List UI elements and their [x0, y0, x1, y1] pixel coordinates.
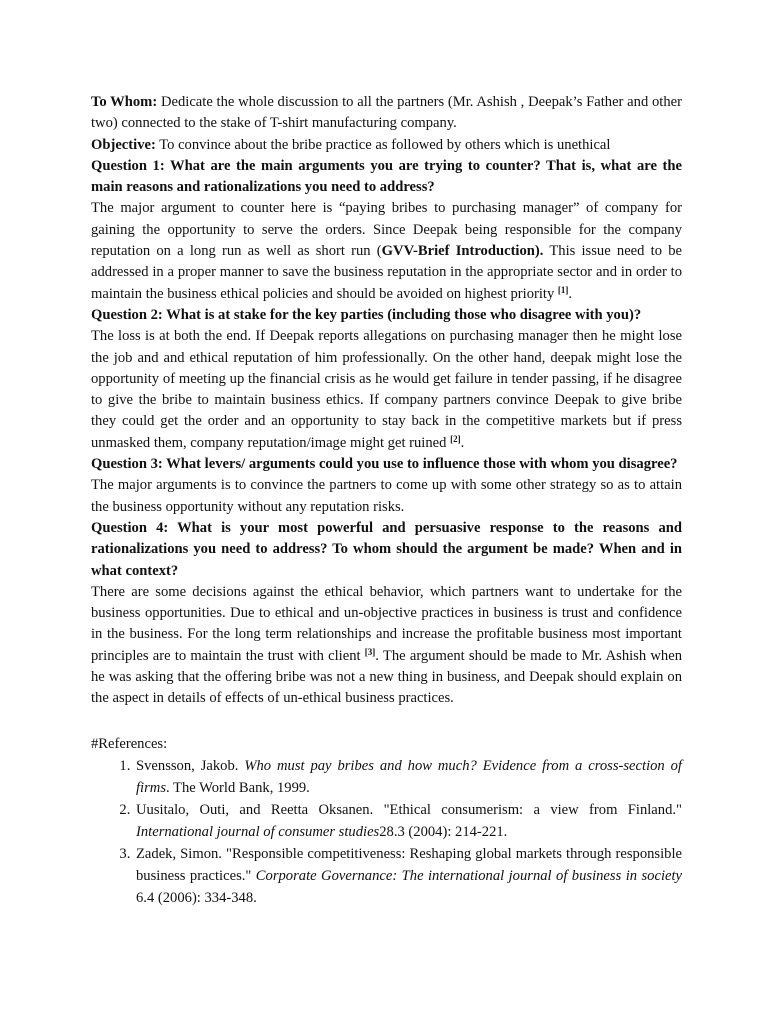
question-2-text: Question 2: What is at stake for the key parties (including those who disagree with you)?: [91, 306, 642, 323]
q4-answer-part-a: There are some decisions against the ethical behavior, which partners want to undertake for the business opportunities. Due to ethical and un-objective practices in business is trust and confidence in the business. For the long term relationships and increase the profitable business most important principles are to maintain the trust with client: [91, 583, 682, 664]
reference-authors: Svensson, Jakob.: [136, 757, 245, 774]
reference-details: 28.3 (2004): 214-221.: [379, 823, 508, 840]
q2-answer-text: The loss is at both the end. If Deepak reports allegations on purchasing manager then he might lose the job and and ethical reputation of him professionally. On the other hand, deepak might lose the opportunity of meeting up the financial crisis as he would get failure in tender passing, if he disagree to give the bribe to maintain business ethics. If company partners convince Deepak to give bribe they could get the order and an opportunity to stay back in the competitive markets but if press unmasked them, company reputation/image might get ruined: [91, 328, 682, 451]
citation-1: [1]: [557, 284, 569, 295]
q1-answer-source: GVV-Brief Introduction).: [381, 243, 544, 260]
reference-title: Corporate Governance: The international journal of business in society: [255, 867, 683, 884]
reference-item: [134, 755, 682, 799]
reference-item: [134, 843, 682, 909]
question-1-text: Question 1: What are the main arguments you are trying to counter? That is, what are the main reasons and rationalizations you need to address?: [91, 157, 682, 196]
question-1-heading: [91, 156, 682, 199]
objective-label: Objective:: [91, 136, 156, 153]
reference-item: [134, 799, 682, 843]
to-whom-text: Dedicate the whole discussion to all the partners (Mr. Ashish , Deepak’s Father and other two) connected to the stake of T-shirt manufacturing company.: [91, 94, 682, 132]
q1-answer-part-b: This issue need to be addressed in a proper manner to save the business reputation in the appropriate sector and in order to maintain the business ethical policies and should be avoided on highest priority: [91, 243, 682, 302]
question-2-heading: [91, 305, 682, 326]
q1-answer-part-a: The major argument to counter here is “paying bribes to purchasing manager” of company for gaining the opportunity to serve the orders. Since Deepak being responsible for the company reputation on a long run as well as short run (: [91, 200, 682, 260]
question-4-text: Question 4: What is your most powerful and persuasive response to the reasons and rationalizations you need to address? To whom should the argument be made? When and in what context?: [91, 519, 682, 579]
q3-answer-text: The major arguments is to convince the partners to come up with some other strategy so as to attain the business opportunity without any reputation risks.: [91, 477, 682, 515]
reference-authors: Zadek, Simon. "Responsible competitiveness: Reshaping global markets through responsible business practices.": [136, 845, 682, 884]
question-3-answer: [91, 475, 682, 518]
question-4-heading: [91, 518, 682, 582]
citation-2: [2]: [450, 433, 461, 444]
references-list: [91, 755, 682, 909]
question-2-answer: [91, 326, 682, 454]
reference-details: 6.4 (2006): 334-348.: [136, 889, 257, 906]
to-whom-label: To Whom:: [91, 94, 158, 110]
reference-title: Who must pay bribes and how much? Evidence from a cross-section of firms: [136, 757, 682, 796]
question-3-heading: [91, 454, 682, 475]
citation-3: [3]: [364, 646, 376, 657]
reference-title: International journal of consumer studies: [136, 823, 380, 840]
to-whom-paragraph: [91, 92, 682, 135]
question-4-answer: [91, 582, 682, 710]
reference-authors: Uusitalo, Outi, and Reetta Oksanen. "Ethical consumerism: a view from Finland.": [136, 801, 682, 818]
question-3-text: Question 3: What levers/ arguments could you use to influence those with whom you disagree?: [91, 456, 678, 473]
objective-text: To convince about the bribe practice as followed by others which is unethical: [155, 136, 611, 153]
reference-details: . The World Bank, 1999.: [166, 779, 310, 796]
question-1-answer: [91, 198, 682, 304]
q2-answer-end: .: [460, 434, 465, 451]
references-title: #References:: [91, 735, 168, 752]
objective-paragraph: [91, 135, 682, 156]
q4-answer-part-b: . The argument should be made to Mr. Ashish when he was asking that the offering bribe was not a new thing in business, and Deepak should explain on the aspect in details of effects of un-ethical business practices.: [91, 647, 683, 707]
q1-answer-end: .: [568, 285, 573, 302]
